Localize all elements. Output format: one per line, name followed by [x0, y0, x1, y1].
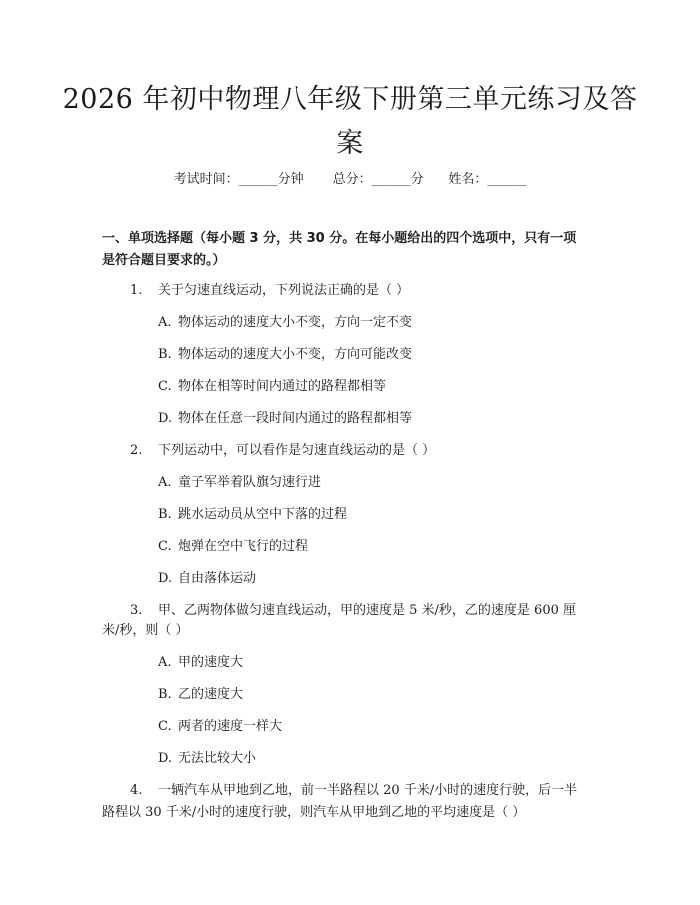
question-4-continuation [102, 802, 525, 824]
name-label: 姓名： [448, 172, 488, 187]
question-number: 4. [130, 783, 143, 798]
name-blank: ______ [487, 172, 527, 187]
option-text: 无法比较大小 [178, 751, 257, 766]
option-label: A. [158, 475, 172, 490]
question-2-option-a [158, 472, 321, 494]
question-3-option-b [158, 684, 243, 706]
question-2-option-d [158, 568, 256, 590]
exam-info-line [0, 168, 700, 187]
question-4 [130, 780, 577, 802]
option-label: A. [158, 315, 172, 330]
option-label: D. [158, 411, 173, 426]
option-text: 物体在任意一段时间内通过的路程都相等 [178, 411, 413, 426]
question-2 [130, 440, 435, 462]
option-label: B. [158, 507, 172, 522]
section-heading [102, 228, 602, 272]
question-text-line-2: 米/秒，则（ ） [102, 623, 189, 638]
option-text: 炮弹在空中飞行的过程 [178, 539, 309, 554]
question-text-line-1: 一辆汽车从甲地到乙地，前一半路程以 20 千米/小时的速度行驶，后一半 [158, 783, 578, 798]
option-text: 甲的速度大 [178, 655, 244, 670]
option-text: 乙的速度大 [178, 687, 244, 702]
option-label: D. [158, 751, 173, 766]
question-2-option-c [158, 536, 308, 558]
question-text-line-2: 路程以 30 千米/小时的速度行驶，则汽车从甲地到乙地的平均速度是（ ） [102, 805, 526, 820]
option-text: 童子军举着队旗匀速行进 [178, 475, 322, 490]
question-3-option-c [158, 716, 282, 738]
question-text-line-1: 甲、乙两物体做匀速直线运动，甲的速度是 5 米/秒，乙的速度是 600 厘 [158, 603, 576, 618]
question-1-option-c [158, 376, 386, 398]
option-text: 自由落体运动 [178, 571, 257, 586]
question-text: 下列运动中，可以看作是匀速直线运动的是（ ） [158, 443, 436, 458]
option-label: B. [158, 687, 172, 702]
option-text: 物体运动的速度大小不变，方向可能改变 [178, 347, 413, 362]
question-number: 3. [130, 603, 143, 618]
page-title: 2026 年初中物理八年级下册第三单元练习及答案 [62, 84, 638, 159]
question-3 [130, 600, 576, 622]
section-heading-line-2: 是符合题目要求的。） [102, 253, 226, 268]
option-label: C. [158, 379, 172, 394]
question-3-option-a [158, 652, 243, 674]
question-2-option-b [158, 504, 347, 526]
option-text: 两者的速度一样大 [178, 719, 283, 734]
score-unit: 分 [410, 172, 424, 187]
question-3-continuation [102, 620, 189, 642]
option-label: A. [158, 655, 172, 670]
question-number: 1. [130, 283, 143, 298]
question-1-option-d [158, 408, 412, 430]
time-unit: 分钟 [277, 172, 304, 187]
section-heading-line-1: 一、单项选择题（每小题 3 分，共 30 分。在每小题给出的四个选项中，只有一项 [102, 231, 577, 246]
option-label: D. [158, 571, 173, 586]
option-label: C. [158, 539, 172, 554]
option-text: 物体在相等时间内通过的路程都相等 [178, 379, 387, 394]
option-label: B. [158, 347, 172, 362]
time-label: 考试时间： [173, 172, 239, 187]
score-blank: ______ [371, 172, 411, 187]
time-blank: ______ [238, 172, 278, 187]
question-3-option-d [158, 748, 256, 770]
score-label: 总分： [332, 172, 372, 187]
question-1-option-a [158, 312, 412, 334]
question-number: 2. [130, 443, 143, 458]
option-text: 跳水运动员从空中下落的过程 [178, 507, 348, 522]
question-1-option-b [158, 344, 412, 366]
question-text: 关于匀速直线运动，下列说法正确的是（ ） [158, 283, 410, 298]
question-1 [130, 280, 409, 302]
option-text: 物体运动的速度大小不变，方向一定不变 [178, 315, 413, 330]
option-label: C. [158, 719, 172, 734]
